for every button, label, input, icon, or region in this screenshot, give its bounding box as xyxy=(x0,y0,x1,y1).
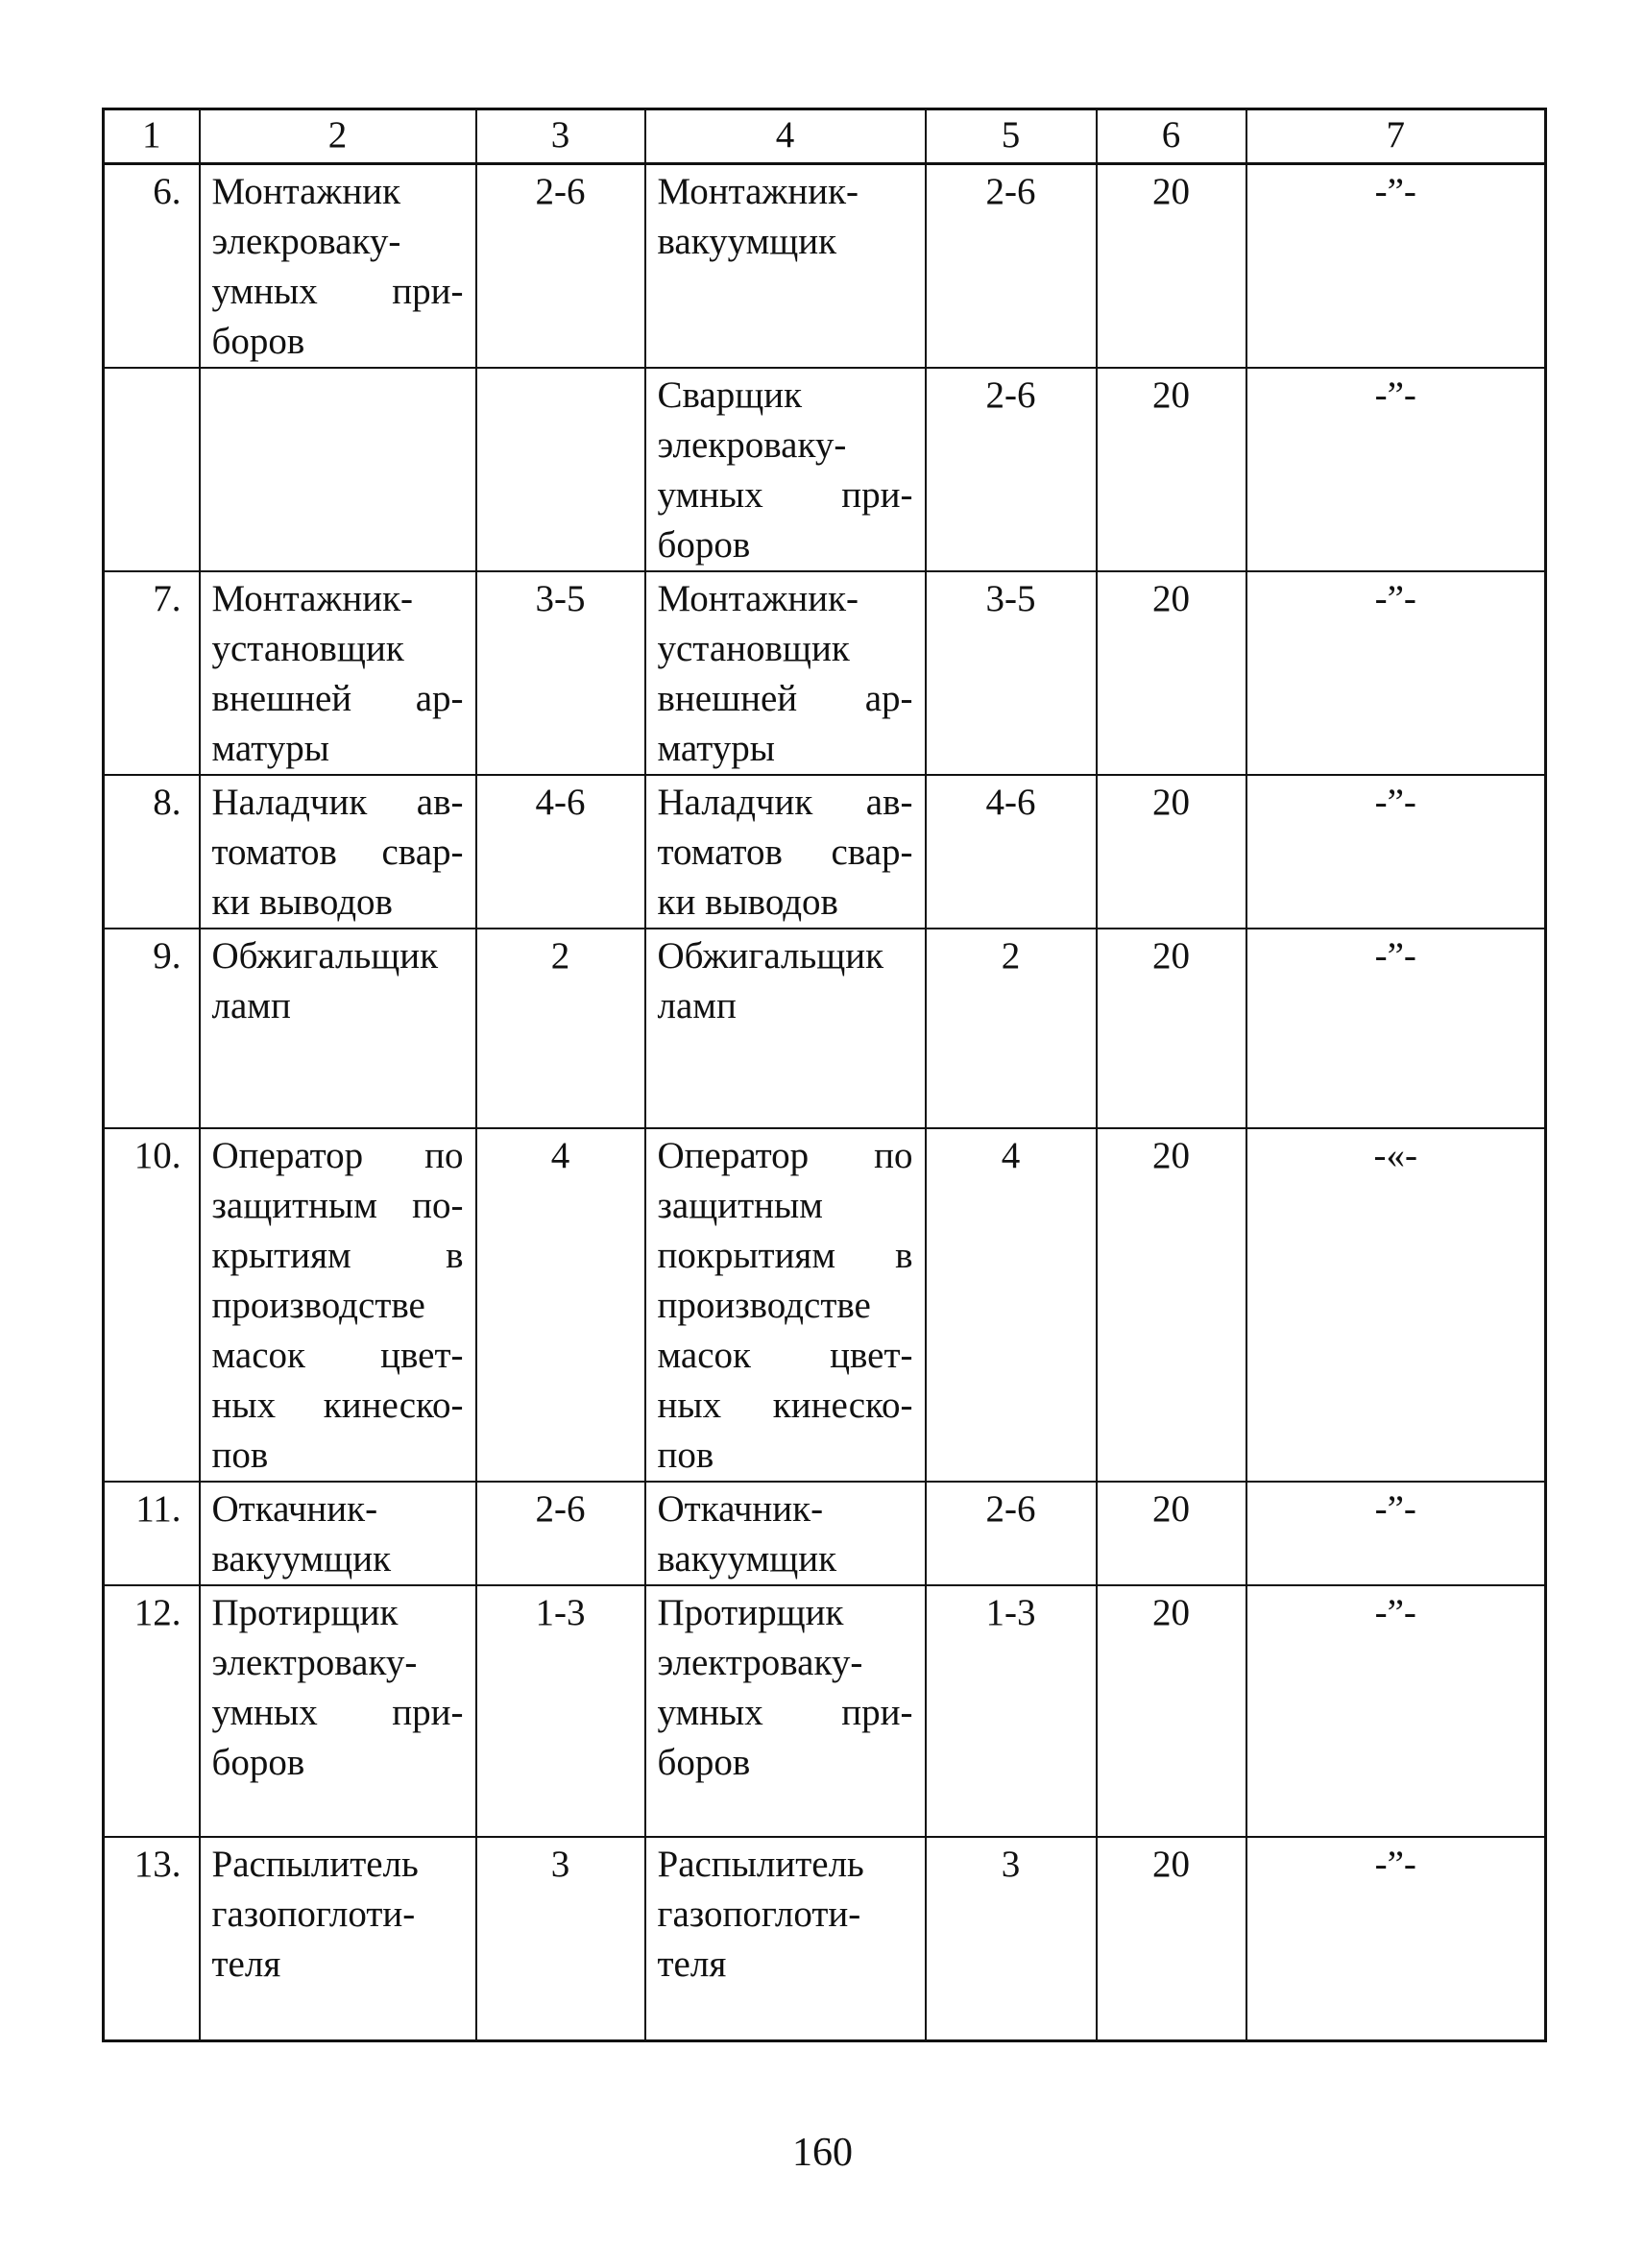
cell-text-line: внешней ар- xyxy=(657,678,913,719)
grade-old-cell: 2 xyxy=(476,929,645,1128)
cell-text-line: масок цвет- xyxy=(657,1335,913,1376)
cell-text-line: боров xyxy=(211,321,305,362)
profession-old-cell xyxy=(200,1128,476,1482)
header-cell-5: 5 xyxy=(926,109,1097,164)
profession-new-cell xyxy=(645,1837,926,2040)
grade-new-cell: 3 xyxy=(926,1837,1097,2040)
grade-old-cell: 3 xyxy=(476,1837,645,2040)
row-number: 13. xyxy=(104,1837,200,2040)
grade-new-cell: 4-6 xyxy=(926,775,1097,929)
col6-cell: 20 xyxy=(1097,1837,1246,2040)
profession-new-cell xyxy=(645,164,926,369)
cell-text-line: масок цвет- xyxy=(211,1335,464,1376)
grade-new-cell: 2-6 xyxy=(926,1482,1097,1585)
col6-cell: 20 xyxy=(1097,164,1246,369)
cell-text-line: ки выводов xyxy=(657,881,838,923)
header-cell-7: 7 xyxy=(1246,109,1546,164)
cell-text-line: ных кинеско- xyxy=(211,1385,464,1426)
cell-text-line: вакуумщик xyxy=(657,1538,837,1580)
cell-text-line: газопоглоти- xyxy=(657,1894,861,1935)
row-number: 6. xyxy=(104,164,200,369)
cell-text-line: ных кинеско- xyxy=(657,1385,913,1426)
table-row xyxy=(104,368,1546,571)
cell-text-line: внешней ар- xyxy=(211,678,464,719)
profession-new-cell xyxy=(645,571,926,775)
cell-text-line: Протирщик xyxy=(211,1592,399,1633)
profession-new-cell xyxy=(645,1482,926,1585)
profession-old-cell xyxy=(200,1482,476,1585)
cell-text-line: вакуумщик xyxy=(211,1538,392,1580)
header-cell-3: 3 xyxy=(476,109,645,164)
col6-cell: 20 xyxy=(1097,1585,1246,1837)
cell-text-line: пов xyxy=(657,1435,714,1476)
col6-cell: 20 xyxy=(1097,368,1246,571)
profession-old-cell xyxy=(200,368,476,571)
cell-text-line: томатов свар- xyxy=(657,832,913,873)
table-row xyxy=(104,1837,1546,2040)
cell-text-line: элекроваку- xyxy=(211,221,401,262)
cell-text-line: Протирщик xyxy=(657,1592,844,1633)
grade-new-cell: 3-5 xyxy=(926,571,1097,775)
profession-old-cell xyxy=(200,164,476,369)
col7-cell: -”- xyxy=(1246,368,1546,571)
row-number: 10. xyxy=(104,1128,200,1482)
row-number xyxy=(104,368,200,571)
profession-old-cell xyxy=(200,571,476,775)
profession-new-cell xyxy=(645,775,926,929)
col7-cell: -«- xyxy=(1246,1128,1546,1482)
cell-text-line: пов xyxy=(211,1435,269,1476)
professions-table xyxy=(102,108,1547,2042)
profession-old-cell xyxy=(200,1585,476,1837)
cell-text-line: умных при- xyxy=(657,1692,913,1733)
grade-old-cell: 2-6 xyxy=(476,1482,645,1585)
grade-old-cell: 3-5 xyxy=(476,571,645,775)
table-row xyxy=(104,1128,1546,1482)
cell-text-line: теля xyxy=(211,1943,281,1985)
header-row xyxy=(104,109,1546,164)
cell-text-line: электроваку- xyxy=(211,1642,418,1683)
col7-cell: -”- xyxy=(1246,571,1546,775)
cell-text-line: защитным по- xyxy=(211,1185,464,1226)
profession-new-cell xyxy=(645,1585,926,1837)
header-cell-2: 2 xyxy=(200,109,476,164)
grade-new-cell: 2-6 xyxy=(926,368,1097,571)
col6-cell: 20 xyxy=(1097,571,1246,775)
cell-text-line: Откачник- xyxy=(211,1488,378,1530)
cell-text-line: умных при- xyxy=(211,271,464,312)
cell-text-line: боров xyxy=(211,1742,305,1783)
table-row xyxy=(104,775,1546,929)
table-row xyxy=(104,571,1546,775)
cell-text-line: Монтажник- xyxy=(657,578,859,619)
cell-text-line: Обжигальщик xyxy=(657,935,884,977)
cell-text-line: Распылитель xyxy=(211,1844,419,1885)
cell-text-line: Оператор по xyxy=(657,1135,913,1176)
header-cell-6: 6 xyxy=(1097,109,1246,164)
grade-old-cell: 4-6 xyxy=(476,775,645,929)
grade-new-cell: 1-3 xyxy=(926,1585,1097,1837)
grade-new-cell: 4 xyxy=(926,1128,1097,1482)
grade-old-cell: 2-6 xyxy=(476,164,645,369)
cell-text-line: Оператор по xyxy=(211,1135,464,1176)
col6-cell: 20 xyxy=(1097,1482,1246,1585)
cell-text-line: Монтажник xyxy=(211,171,401,212)
col6-cell: 20 xyxy=(1097,929,1246,1128)
cell-text-line: Наладчик ав- xyxy=(657,782,913,823)
table-row xyxy=(104,1482,1546,1585)
cell-text-line: установщик xyxy=(211,628,404,669)
profession-old-cell xyxy=(200,775,476,929)
profession-new-cell xyxy=(645,929,926,1128)
header-cell-4: 4 xyxy=(645,109,926,164)
row-number: 12. xyxy=(104,1585,200,1837)
cell-text-line: установщик xyxy=(657,628,850,669)
cell-text-line: покрытиям в xyxy=(657,1235,913,1276)
col6-cell: 20 xyxy=(1097,775,1246,929)
cell-text-line: крытиям в xyxy=(211,1235,464,1276)
cell-text-line: производстве xyxy=(211,1285,425,1326)
cell-text-line: Сварщик xyxy=(657,374,803,416)
grade-old-cell: 1-3 xyxy=(476,1585,645,1837)
col7-cell: -”- xyxy=(1246,929,1546,1128)
cell-text-line: боров xyxy=(657,524,751,566)
table-row xyxy=(104,929,1546,1128)
cell-text-line: теля xyxy=(657,1943,727,1985)
cell-text-line: матуры xyxy=(211,728,329,769)
cell-text-line: элекроваку- xyxy=(657,424,847,466)
profession-old-cell xyxy=(200,929,476,1128)
row-number: 7. xyxy=(104,571,200,775)
cell-text-line: матуры xyxy=(657,728,775,769)
cell-text-line: вакуумщик xyxy=(657,221,837,262)
profession-new-cell xyxy=(645,1128,926,1482)
cell-text-line: боров xyxy=(657,1742,751,1783)
profession-old-cell xyxy=(200,1837,476,2040)
cell-text-line: Наладчик ав- xyxy=(211,782,464,823)
cell-text-line: Откачник- xyxy=(657,1488,824,1530)
cell-text-line: ламп xyxy=(657,985,737,1026)
row-number: 9. xyxy=(104,929,200,1128)
cell-text-line: Монтажник- xyxy=(211,578,414,619)
col6-cell: 20 xyxy=(1097,1128,1246,1482)
col7-cell: -”- xyxy=(1246,1585,1546,1837)
cell-text-line: электроваку- xyxy=(657,1642,863,1683)
col7-cell: -”- xyxy=(1246,1482,1546,1585)
cell-text-line: томатов свар- xyxy=(211,832,464,873)
document-sheet xyxy=(102,108,1544,2042)
cell-text-line: производстве xyxy=(657,1285,871,1326)
col7-cell: -”- xyxy=(1246,164,1546,369)
cell-text-line: умных при- xyxy=(211,1692,464,1733)
grade-new-cell: 2-6 xyxy=(926,164,1097,369)
profession-new-cell xyxy=(645,368,926,571)
row-number: 8. xyxy=(104,775,200,929)
cell-text-line: газопоглоти- xyxy=(211,1894,416,1935)
cell-text-line: ламп xyxy=(211,985,291,1026)
page-number: 160 xyxy=(792,2131,853,2175)
grade-old-cell: 4 xyxy=(476,1128,645,1482)
header-cell-1: 1 xyxy=(104,109,200,164)
cell-text-line: Обжигальщик xyxy=(211,935,439,977)
grade-new-cell: 2 xyxy=(926,929,1097,1128)
cell-text-line: Распылитель xyxy=(657,1844,864,1885)
cell-text-line: Монтажник- xyxy=(657,171,859,212)
table-body xyxy=(104,109,1546,2041)
grade-old-cell xyxy=(476,368,645,571)
cell-text-line: ки выводов xyxy=(211,881,393,923)
col7-cell: -”- xyxy=(1246,775,1546,929)
table-row xyxy=(104,1585,1546,1837)
row-number: 11. xyxy=(104,1482,200,1585)
col7-cell: -”- xyxy=(1246,1837,1546,2040)
table-row xyxy=(104,164,1546,369)
cell-text-line: умных при- xyxy=(657,474,913,516)
cell-text-line: защитным xyxy=(657,1185,823,1226)
